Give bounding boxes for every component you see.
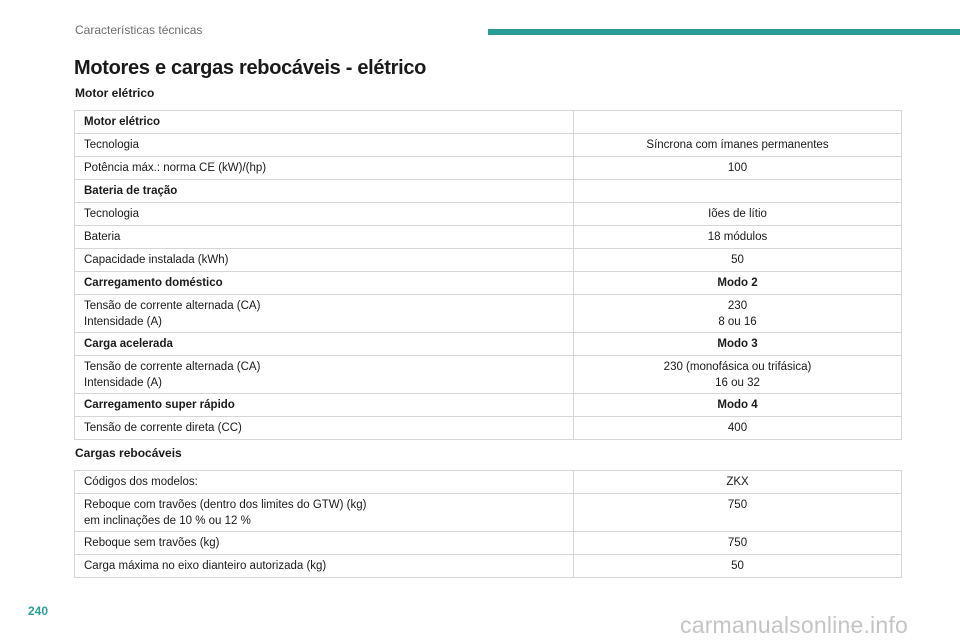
table-cell-label-line: Intensidade (A) [84, 315, 162, 328]
table-cell-value [574, 111, 902, 134]
table-cell-value: ZKX [574, 471, 902, 494]
table-row [75, 394, 902, 417]
table-cell-label: Bateria de tração [75, 180, 574, 203]
table-cell-value: 400 [574, 417, 902, 440]
table-row [75, 134, 902, 157]
table-row [75, 417, 902, 440]
table-row [75, 203, 902, 226]
table-row [75, 555, 902, 578]
table-cell-value: 18 módulos [574, 226, 902, 249]
table-row [75, 249, 902, 272]
table-cell-value [574, 356, 902, 394]
table-cell-value [574, 180, 902, 203]
table-cell-value: 50 [574, 249, 902, 272]
table-row [75, 333, 902, 356]
table-row [75, 111, 902, 134]
table-cell-label: Carga acelerada [75, 333, 574, 356]
table-row [75, 494, 902, 532]
towing-subtitle: Cargas rebocáveis [75, 446, 182, 460]
table-row [75, 471, 902, 494]
table-cell-value: 750 [574, 532, 902, 555]
table-cell-value: 100 [574, 157, 902, 180]
header-accent-bar [488, 29, 960, 35]
table-cell-label: Potência máx.: norma CE (kW)/(hp) [75, 157, 574, 180]
table-row [75, 532, 902, 555]
motor-spec-table [74, 110, 902, 440]
motor-subtitle: Motor elétrico [75, 86, 155, 100]
table-cell-value-line: 8 ou 16 [718, 315, 757, 328]
table-cell-label-line: Reboque com travões (dentro dos limites do GTW) (kg) [84, 498, 367, 511]
table-cell-label: Capacidade instalada (kWh) [75, 249, 574, 272]
table-cell-label: Códigos dos modelos: [75, 471, 574, 494]
table-cell-value: Modo 4 [574, 394, 902, 417]
table-cell-label: Carregamento doméstico [75, 272, 574, 295]
page-number: 240 [28, 604, 49, 618]
table-row [75, 157, 902, 180]
table-cell-label: Tecnologia [75, 203, 574, 226]
table-cell-value-line: 230 [727, 299, 748, 312]
watermark-text: carmanualsonline.info [680, 612, 908, 638]
table-cell-label [75, 295, 574, 333]
table-cell-value-line: 230 (monofásica ou trifásica) [663, 360, 812, 373]
table-cell-label: Tecnologia [75, 134, 574, 157]
table-cell-value: Modo 3 [574, 333, 902, 356]
table-cell-label: Carregamento super rápido [75, 394, 574, 417]
table-cell-label [75, 356, 574, 394]
table-row [75, 356, 902, 394]
page-title: Motores e cargas rebocáveis - elétrico [74, 57, 427, 79]
table-cell-value: 750 [574, 494, 902, 532]
table-cell-value [574, 295, 902, 333]
table-cell-label: Bateria [75, 226, 574, 249]
table-row [75, 272, 902, 295]
table-cell-value: Modo 2 [574, 272, 902, 295]
table-cell-value: Iões de lítio [574, 203, 902, 226]
table-cell-value-line: 16 ou 32 [715, 376, 760, 389]
table-cell-label: Reboque sem travões (kg) [75, 532, 574, 555]
table-row [75, 295, 902, 333]
towing-spec-table [74, 470, 902, 578]
table-cell-label: Tensão de corrente direta (CC) [75, 417, 574, 440]
table-cell-label-line: Intensidade (A) [84, 376, 162, 389]
header-section-label: Características técnicas [75, 23, 203, 37]
table-cell-label [75, 494, 574, 532]
table-cell-label-line: Tensão de corrente alternada (CA) [84, 299, 261, 312]
table-cell-value: Síncrona com ímanes permanentes [574, 134, 902, 157]
table-cell-label: Carga máxima no eixo dianteiro autorizada (kg) [75, 555, 574, 578]
table-row [75, 180, 902, 203]
table-cell-value: 50 [574, 555, 902, 578]
table-row [75, 226, 902, 249]
table-cell-label-line: em inclinações de 10 % ou 12 % [84, 514, 251, 527]
table-cell-label-line: Tensão de corrente alternada (CA) [84, 360, 261, 373]
table-cell-label: Motor elétrico [75, 111, 574, 134]
